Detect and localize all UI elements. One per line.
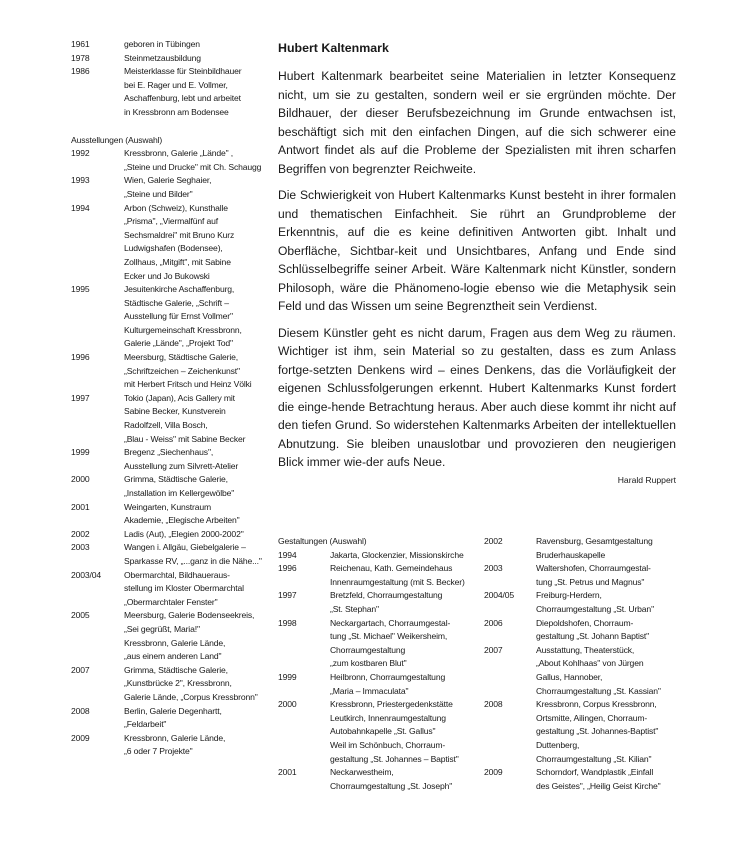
exhibition-entry — [71, 664, 271, 705]
design-entry — [484, 617, 684, 644]
entry-year: 2009 — [71, 732, 90, 743]
exhibitions-heading: Ausstellungen (Auswahl) — [71, 134, 163, 145]
design-entry — [484, 766, 684, 793]
entry-year: 2000 — [71, 474, 90, 485]
biography-entry — [71, 38, 271, 52]
entry-year: 1997 — [71, 392, 90, 403]
entry-text: Ravensburg, Gesamtgestaltung Bruderhauskapelle — [536, 536, 653, 560]
entry-text: Meersburg, Städtische Galerie, „Schriftzeichen – Zeichenkunst" mit Herbert Fritsch und Heinz Völki — [124, 352, 252, 390]
exhibition-entry — [71, 147, 271, 174]
entry-year: 2001 — [278, 767, 297, 778]
design-entry — [278, 549, 478, 563]
entry-year: 2003 — [71, 542, 90, 553]
exhibitions-list — [71, 147, 271, 759]
design-entry — [484, 535, 684, 562]
design-entry — [278, 617, 478, 671]
entry-text: Heilbronn, Chorraumgestaltung „Maria – Immaculata" — [330, 671, 446, 696]
entry-year: 1998 — [278, 617, 297, 628]
entry-year: 1999 — [278, 671, 297, 682]
entry-year: 1986 — [71, 66, 90, 77]
entry-year: 1994 — [278, 549, 297, 560]
entry-text: Tokio (Japan), Acis Gallery mit Sabine Becker, Kunstverein Radolfzell, Villa Bosch, „Blau - Weiss" mit Sabine Becker — [124, 392, 246, 444]
design-entry — [484, 562, 684, 589]
design-entry — [484, 589, 684, 616]
entry-text: Wangen i. Allgäu, Giebelgalerie – Sparkasse RV, „...ganz in die Nähe..." — [124, 542, 262, 566]
entry-text: Schorndorf, Wandplastik „Einfall des Geistes", „Heilig Geist Kirche" — [536, 767, 661, 791]
biography-list — [71, 38, 271, 120]
exhibition-entry — [71, 392, 271, 446]
entry-text: Wien, Galerie Seghaier, „Steine und Bilder" — [124, 175, 212, 199]
entry-year: 1999 — [71, 447, 90, 458]
entry-year: 1995 — [71, 284, 90, 295]
design-entry — [484, 644, 684, 698]
entry-text: Meisterklasse für Steinbildhauer bei E. Rager und E. Vollmer, Aschaffenburg, lebt und arbeitet in Kressbronn am Bodensee — [124, 66, 242, 117]
exhibition-entry — [71, 528, 271, 542]
exhibition-entry — [71, 609, 271, 663]
entry-year: 2008 — [484, 699, 503, 710]
entry-text: Jesuitenkirche Aschaffenburg, Städtische Galerie, „Schrift – Ausstellung für Ernst Vollmer" Kulturgemeinschaft Kressbronn, Galerie „Lände", „Projekt Tod" — [124, 284, 242, 349]
entry-text: Ausstattung, Theaterstück, „About Kohlhaas" von Jürgen Gallus, Hannober, Chorraumgestaltung „St. Kassian" — [536, 644, 661, 696]
entry-text: Kressbronn, Galerie Lände, „6 oder 7 Projekte" — [124, 732, 226, 757]
entry-year: 1994 — [71, 202, 90, 213]
entry-year: 2008 — [71, 705, 90, 716]
design-entry — [278, 766, 478, 793]
entry-text: Berlin, Galerie Degenhartt, „Feldarbeit" — [124, 705, 222, 730]
essay-author: Harald Ruppert — [617, 474, 676, 485]
entry-year: 1978 — [71, 52, 90, 63]
exhibition-entry — [71, 705, 271, 732]
entry-year: 1996 — [71, 352, 90, 363]
entry-text: Meersburg, Galerie Bodenseekreis, „Sei gegrüßt, Maria!" Kressbronn, Galerie Lände, „aus einem anderen Land" — [124, 610, 255, 662]
essay-paragraph: Diesem Künstler geht es nicht darum, Fragen aus dem Weg zu räumen. Wichtiger ist ihm, sein Material so zu gestalten, dass es zum Anlass fortge-setzten Denkens wird – eines Denkens, das die Vorläufigkeit der eigenen Schlussfolgerungen erkennt. Hubert Kaltenmarks Kunst fordert die einge-hende Betrachtung heraus. Aber auch diese kommt ihr nicht auf den tiefen Grund. So widerstehen Kaltenmarks Arbeiten der intellektuellen Abnutzung. Sie bleiben unauslotbar und provozieren den neugierigen Blick immer wie-der aufs Neue. — [278, 325, 676, 469]
entry-year: 2007 — [484, 644, 503, 655]
entry-text: Neckarwestheim, Chorraumgestaltung „St. Joseph" — [330, 767, 453, 791]
entry-year: 2003/04 — [71, 569, 102, 580]
chronology-column — [71, 38, 271, 759]
entry-text: Waltershofen, Chorraumgestal- tung „St. Petrus und Magnus" — [536, 563, 651, 587]
design-entry — [278, 698, 478, 766]
entry-year: 2005 — [71, 610, 90, 621]
entry-text: Kressbronn, Galerie „Lände" , „Steine und Drucke" mit Ch. Schaugg — [124, 148, 262, 172]
entry-text: Obermarchtal, Bildhaueraus- stellung im Kloster Obermarchtal „Obermarchtaler Fenster" — [124, 569, 244, 607]
entry-year: 2009 — [484, 767, 503, 778]
entry-text: Steinmetzausbildung — [124, 52, 201, 63]
entry-year: 1996 — [278, 563, 297, 574]
exhibition-entry — [71, 351, 271, 392]
entry-text: Reichenau, Kath. Gemeindehaus Innenraumgestaltung (mit S. Becker) — [330, 563, 465, 587]
exhibition-entry — [71, 202, 271, 284]
entry-text: Kressbronn, Corpus Kressbronn, Ortsmitte, Ailingen, Chorraum- gestaltung „St. Johannes-Baptist" Duttenberg, Chorraumgestaltung „St. Kilian" — [536, 699, 659, 764]
entry-year: 2001 — [71, 501, 90, 512]
entry-text: Freiburg-Herdern, Chorraumgestaltung „St. Urban" — [536, 590, 654, 614]
exhibition-entry — [71, 446, 271, 473]
designs-column-2 — [484, 535, 684, 793]
essay-paragraph: Die Schwierigkeit von Hubert Kaltenmarks Kunst besteht in ihrer formalen und thematischen Einfachheit. Sie rührt an Grundprobleme der Erkenntnis, auf die es keine definitiven Antworten gibt. Inhalt und Oberfläche, Sichtbar-keit und Unsichtbares, Anfang und Ende sind Schlüsselbegriffe seiner Arbeit. Wäre Kaltenmark nicht Künstler, sondern Philosoph, wäre die Phänomeno-logie ebenso wie die Metaphysik sein Feld und das Wissen um seine Begrenztheit sein Verdienst. — [278, 188, 676, 313]
essay-title: Hubert Kaltenmark — [278, 41, 389, 55]
entry-year: 2004/05 — [484, 590, 515, 601]
entry-text: Grimma, Städtische Galerie, „Kunstbrücke 2", Kressbronn, Galerie Lände, „Corpus Kressbronn" — [124, 664, 258, 702]
entry-text: geboren in Tübingen — [124, 39, 200, 49]
entry-year: 1961 — [71, 39, 90, 49]
entry-year: 2006 — [484, 617, 503, 628]
entry-text: Bretzfeld, Chorraumgestaltung „St. Stephan" — [330, 590, 443, 614]
design-entry — [278, 589, 478, 616]
design-entry — [484, 698, 684, 766]
biography-entry — [71, 52, 271, 66]
entry-year: 1997 — [278, 590, 297, 601]
essay — [278, 39, 676, 486]
exhibition-entry — [71, 174, 271, 201]
entry-text: Arbon (Schweiz), Kunsthalle „Prisma", „Viermalfünf auf Sechsmaldrei" mit Bruno Kurz Ludwigshafen (Bodensee), Zollhaus, „Mitgift", mit Sabine Ecker und Jo Bukowski — [124, 202, 235, 281]
entry-year: 2000 — [278, 699, 297, 710]
design-entry — [278, 562, 478, 589]
entry-text: Weingarten, Kunstraum Akademie, „Elegische Arbeiten" — [124, 501, 240, 526]
entry-text: Bregenz „Siechenhaus", Ausstellung zum Silvrett-Atelier — [124, 447, 239, 471]
entry-text: Ladis (Aut), „Elegien 2000-2002" — [124, 528, 244, 539]
exhibition-entry — [71, 501, 271, 528]
design-entry — [278, 671, 478, 698]
entry-year: 2002 — [484, 536, 503, 546]
entry-text: Diepoldshofen, Chorraum- gestaltung „St. Johann Baptist" — [536, 617, 650, 642]
entry-text: Kressbronn, Priestergedenkstätte Leutkirch, Innenraumgestaltung Autobahnkapelle „St. Gallus" Weil im Schönbuch, Chorraum- gestaltung „St. Johannes – Baptist" — [330, 699, 459, 764]
essay-paragraph: Hubert Kaltenmark bearbeitet seine Materialien in letzter Konsequenz nicht, um sie zu gestalten, sondern weil er sie ergründen möchte. Der Bildhauer, der dieser Berufsbezeichnung im Grunde entwachsen ist, beschäftigt sich mit den einfachen Dingen, auf die sich schwerer eine Antwort findet als auf die Probleme der Spezialisten mit ihren scharfen Begriffen von begrenzter Reichweite. — [278, 69, 676, 176]
designs-heading: Gestaltungen (Auswahl) — [278, 536, 367, 546]
exhibition-entry — [71, 569, 271, 610]
exhibition-entry — [71, 473, 271, 500]
entry-year: 2003 — [484, 563, 503, 574]
entry-text: Grimma, Städtische Galerie, „Installation im Kellergewölbe" — [124, 474, 235, 498]
entry-text: Jakarta, Glockenzier, Missionskirche — [330, 549, 464, 560]
exhibition-entry — [71, 732, 271, 759]
exhibition-entry — [71, 541, 271, 568]
entry-year: 1993 — [71, 175, 90, 186]
designs-column-1 — [278, 535, 478, 793]
entry-year: 2002 — [71, 528, 90, 539]
biography-entry — [71, 65, 271, 119]
exhibition-entry — [71, 283, 271, 351]
entry-text: Neckargartach, Chorraumgestal- tung „St. Michael" Weikersheim, Chorraumgestaltung „zum kostbaren Blut" — [330, 617, 451, 669]
entry-year: 1992 — [71, 148, 90, 159]
entry-year: 2007 — [71, 664, 90, 675]
